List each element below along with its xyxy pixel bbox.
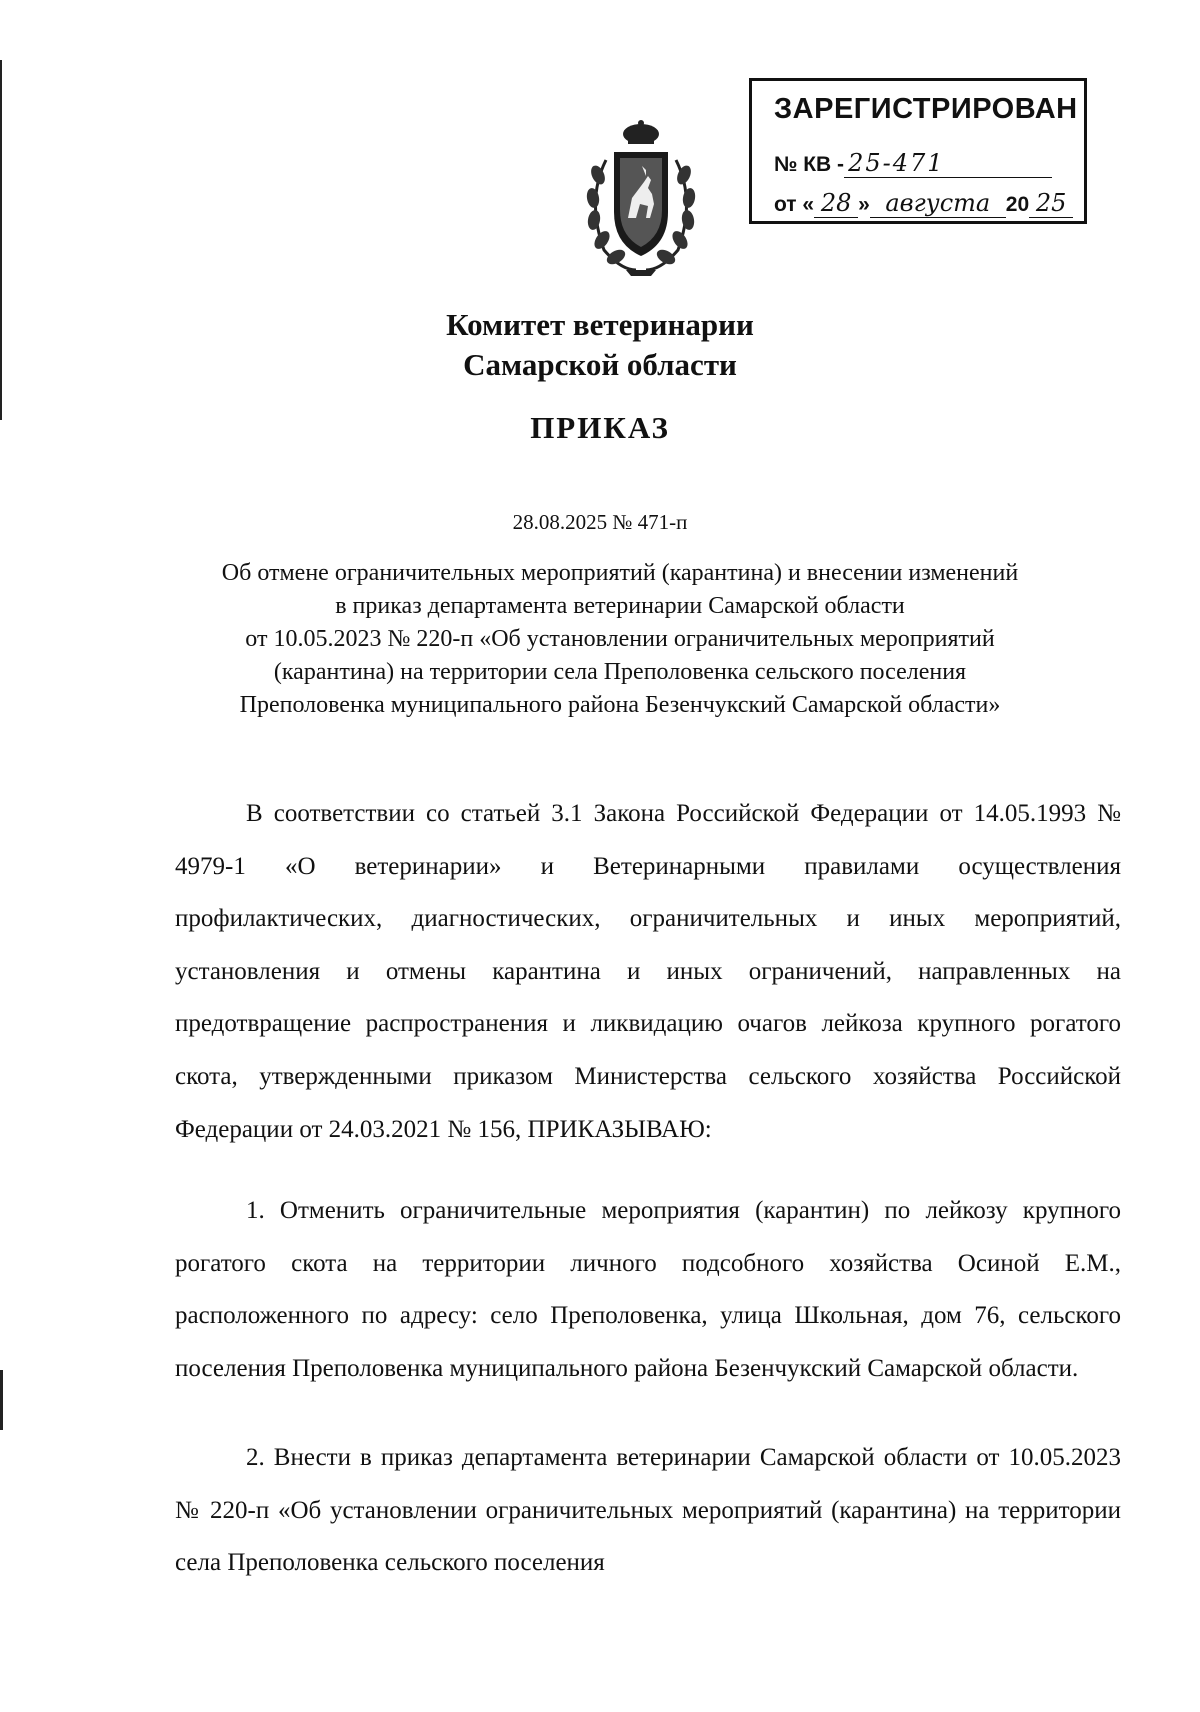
stamp-month: августа	[870, 189, 1006, 218]
document-subject	[150, 557, 1090, 722]
order-item-2: 2. Внести в приказ департамента ветеринарии Самарской области от 10.05.2023 № 220-п «Об установлении ограничительных мероприятий (карантина) на территории села Преполовенка сельского поселения	[175, 1444, 1121, 1577]
stamp-date-row	[774, 189, 1073, 218]
organization-line-2: Самарской области	[463, 347, 737, 382]
subject-line: (карантина) на территории села Преполовенка сельского поселения	[273, 659, 967, 685]
organization-name	[0, 305, 1200, 385]
document-type: ПРИКАЗ	[530, 410, 670, 445]
registration-stamp	[749, 78, 1087, 224]
scan-edge-mark	[0, 1370, 3, 1430]
preamble-paragraph	[175, 788, 1121, 1156]
stamp-date-prefix: от «	[774, 193, 815, 216]
stamp-title: ЗАРЕГИСТРИРОВАН	[774, 93, 1078, 125]
document-number: 28.08.2025 № 471-п	[512, 510, 688, 534]
subject-line: Об отмене ограничительных мероприятий (карантина) и внесении изменений	[221, 560, 1019, 586]
stamp-year-prefix: 20	[1005, 193, 1030, 216]
preamble-text: В соответствии со статьей 3.1 Закона Российской Федерации от 14.05.1993 № 4979-1 «О ветеринарии» и Ветеринарными правилами осуществления профилактических, диагностических, ограничительных и иных мероприятий, установления и отмены карантина и иных ограничений, направленных на предотвращение распространения и ликвидацию очагов лейкоза крупного рогатого скота, утвержденными приказом Министерства сельского хозяйства Российской Федерации от 24.03.2021 № 156,	[175, 800, 1121, 1143]
stamp-number-label: № КВ -	[774, 153, 845, 176]
stamp-year-suffix: 25	[1029, 189, 1073, 218]
stamp-date-mid: »	[858, 193, 870, 216]
subject-line: от 10.05.2023 № 220-п «Об установлении ограничительных мероприятий	[245, 626, 995, 652]
organization-line-1: Комитет ветеринарии	[446, 307, 754, 342]
subject-line: Преполовенка муниципального района Безенчукский Самарской области»	[239, 692, 1001, 718]
stamp-number-row	[774, 149, 1052, 178]
stamp-day: 28	[814, 189, 858, 218]
order-word: ПРИКАЗЫВАЮ:	[527, 1115, 712, 1143]
samara-coat-of-arms-icon	[576, 120, 706, 280]
stamp-number-value: 25-471	[844, 149, 1052, 178]
subject-line: в приказ департамента ветеринарии Самарской области	[335, 593, 905, 619]
order-item-1: 1. Отменить ограничительные мероприятия (карантин) по лейкозу крупного рогатого скота на территории личного подсобного хозяйства Осиной Е.М., расположенного по адресу: село Преполовенка, улица Школьная, дом 76, сельского поселения Преполовенка муниципального района Безенчукский Самарской области.	[175, 1197, 1121, 1382]
